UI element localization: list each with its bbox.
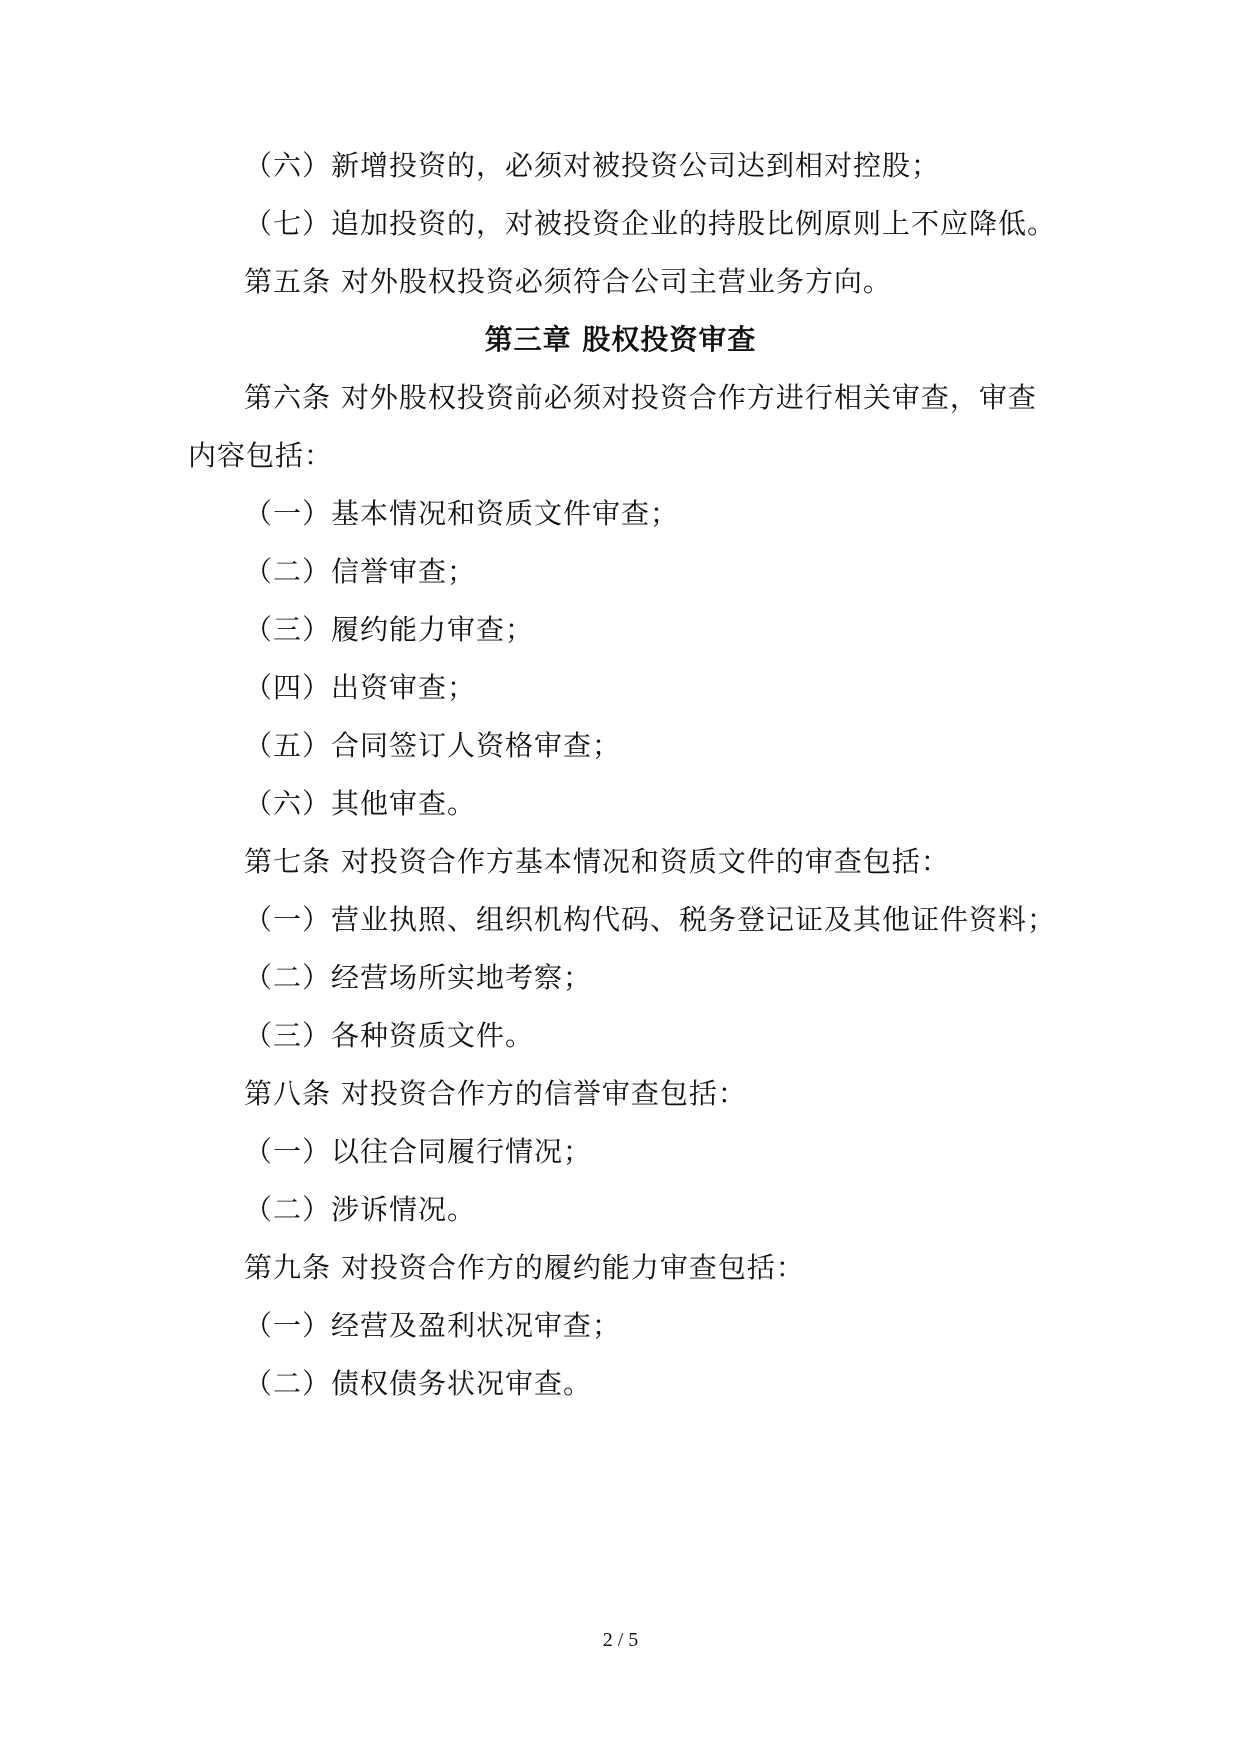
article-6-line-1: 第六条 对外股权投资前必须对投资合作方进行相关审查，审查: [244, 381, 1037, 414]
article-7: 第七条 对投资合作方基本情况和资质文件的审查包括：: [244, 845, 950, 878]
article-9: 第九条 对投资合作方的履约能力审查包括：: [244, 1251, 805, 1284]
list-item: （四）出资审查；: [244, 671, 477, 704]
list-item: （二）信誉审查；: [244, 555, 477, 588]
list-item: （二）涉诉情况。: [244, 1193, 477, 1226]
article-6-line-2: 内容包括：: [188, 439, 334, 472]
clause-item-6: （六）新增投资的，必须对被投资公司达到相对控股；: [244, 149, 941, 182]
list-item: （二）债权债务状况审查。: [244, 1367, 593, 1400]
list-item: （三）各种资质文件。: [244, 1019, 535, 1052]
article-8: 第八条 对投资合作方的信誉审查包括：: [244, 1077, 747, 1110]
article-5: 第五条 对外股权投资必须符合公司主营业务方向。: [244, 265, 892, 298]
list-item: （一）营业执照、组织机构代码、税务登记证及其他证件资料；: [244, 903, 1057, 936]
clause-item-7: （七）追加投资的，对被投资企业的持股比例原则上不应降低。: [244, 207, 1057, 240]
list-item: （六）其他审查。: [244, 787, 477, 820]
list-item: （二）经营场所实地考察；: [244, 961, 593, 994]
page-number: 2 / 5: [602, 1629, 639, 1651]
list-item: （五）合同签订人资格审查；: [244, 729, 622, 762]
list-item: （一）经营及盈利状况审查；: [244, 1309, 622, 1342]
list-item: （一）基本情况和资质文件审查；: [244, 497, 680, 530]
list-item: （三）履约能力审查；: [244, 613, 535, 646]
list-item: （一）以往合同履行情况；: [244, 1135, 593, 1168]
chapter-heading: 第三章 股权投资审查: [484, 323, 757, 356]
